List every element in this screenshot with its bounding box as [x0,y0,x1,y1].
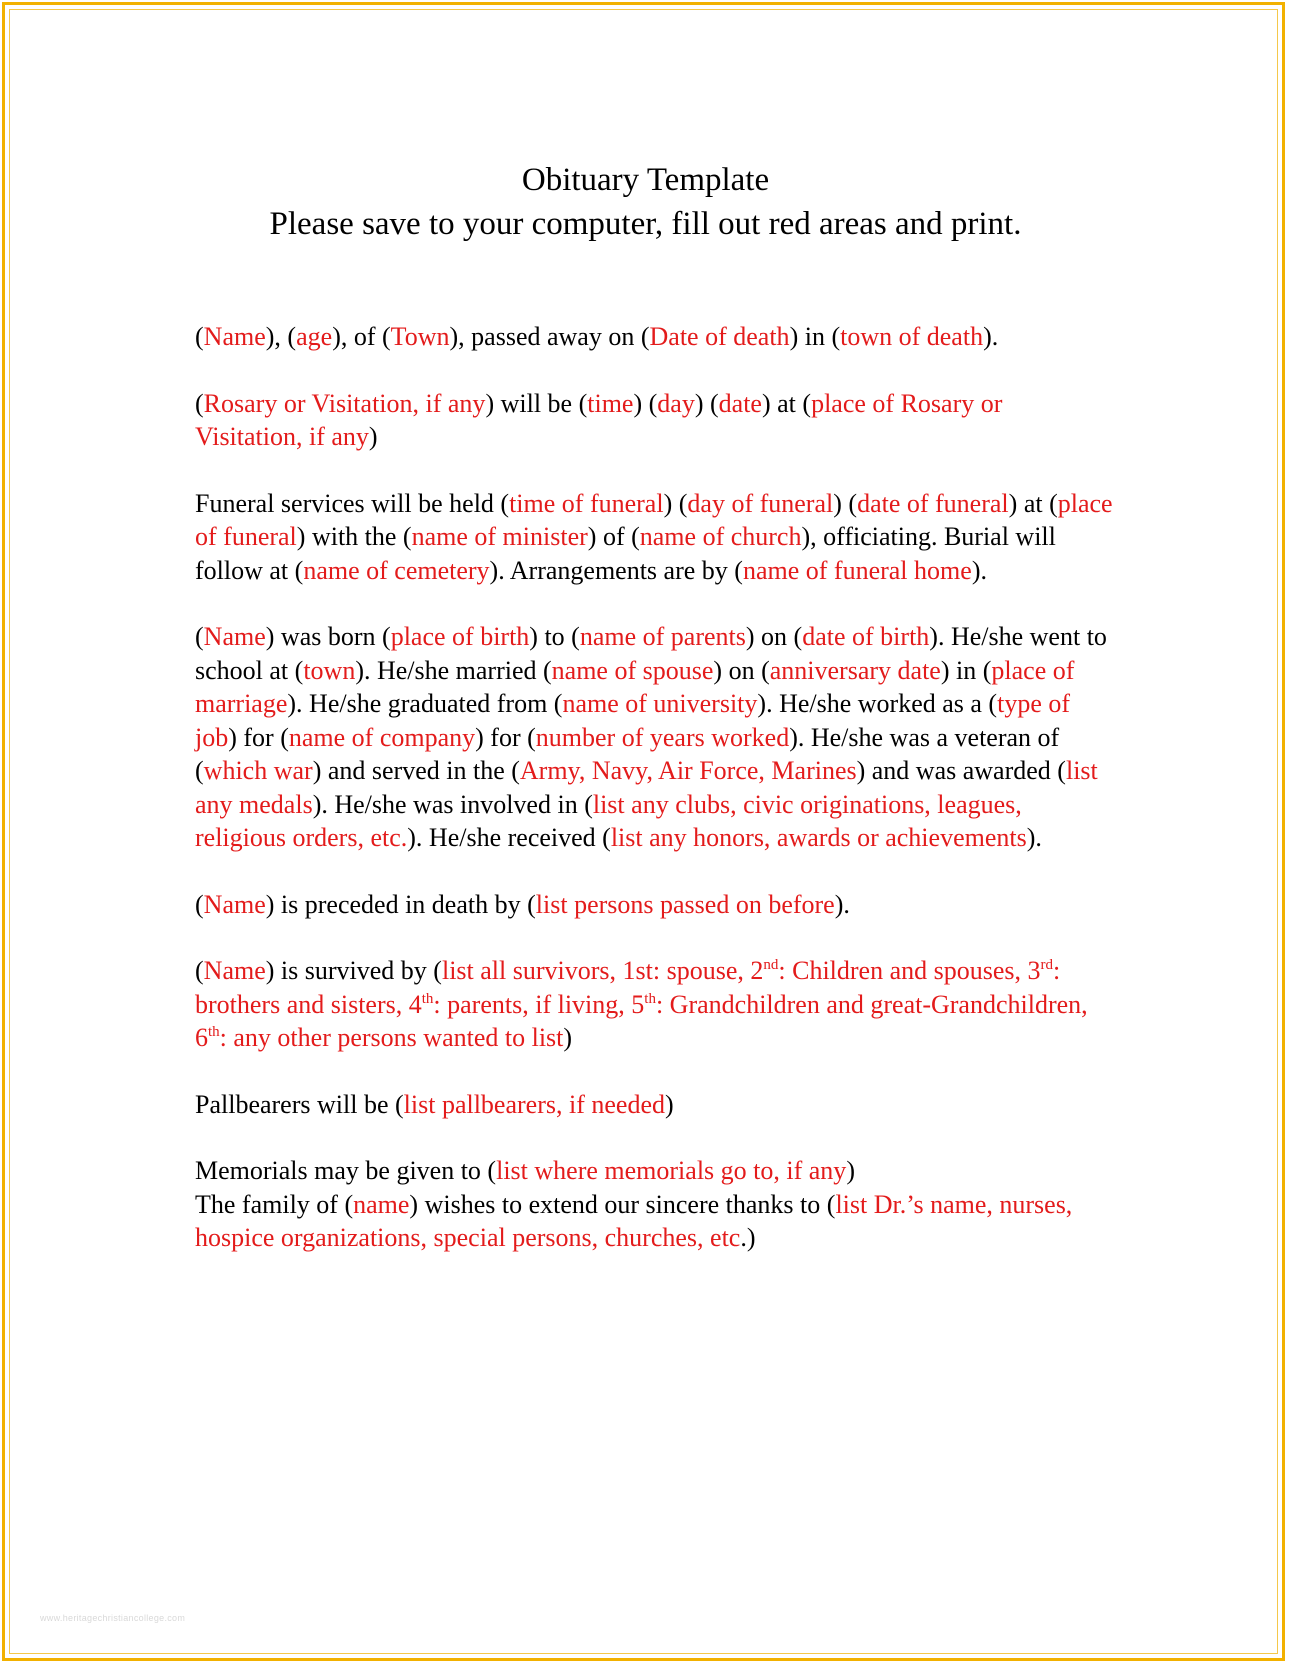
static-text: ) ( [663,488,688,518]
static-text: ( [195,622,204,651]
static-text: ) [665,1089,674,1119]
static-text: ) will be ( [485,388,588,418]
placeholder-field: day of funeral [687,488,834,518]
placeholder-field: list any medals [195,756,1098,819]
title-line-2: Please save to your computer, fill out red areas and print. [269,206,1022,242]
placeholder-field: : brothers and sisters, 4 [195,956,1061,1019]
placeholder-field: time [587,388,634,418]
static-text: ). Arrangements are by ( [489,555,743,585]
static-text: ) and was awarded ( [856,756,1066,785]
placeholder-field: age [296,322,333,351]
placeholder-field: th [644,990,656,1007]
document-title [0,158,1291,246]
placeholder-field: which war [203,756,313,785]
static-text: ). He/she went to school at ( [195,622,1107,685]
static-text: ) at ( [1008,488,1058,518]
static-text: ) is survived by ( [265,956,442,985]
placeholder-field: Army, Navy, Air Force, Marines [519,756,857,785]
static-text: ). He/she married ( [355,655,552,685]
static-text: ) was born ( [265,622,391,651]
static-text: ) for ( [475,722,536,752]
static-text: ) in ( [789,322,841,351]
paragraph-visitation [195,387,1115,454]
placeholder-field: place of marriage [195,655,1075,718]
placeholder-field: name of university [562,689,758,718]
static-text: Memorials may be given to ( [195,1156,497,1185]
placeholder-field: th [421,990,434,1007]
watermark-text: www.heritagechristiancollege.com [40,1613,186,1623]
placeholder-field: name of church [639,522,802,551]
placeholder-field: place of birth [390,622,530,651]
placeholder-field: list any honors, awards or achievements [610,823,1027,852]
paragraph-pallbearers [195,1088,1115,1122]
placeholder-field: name of parents [579,622,746,651]
obituary-body [195,320,1115,1288]
placeholder-field: list all survivors, 1st: spouse, 2 [441,956,764,985]
paragraph-death-notice [195,320,1115,354]
static-text: ) [563,1023,573,1052]
placeholder-field: name [353,1189,410,1219]
placeholder-field: rd [1040,957,1054,973]
static-text: ) to ( [529,622,580,651]
static-text: ) ( [833,488,858,518]
placeholder-field: anniversary date [769,655,941,685]
placeholder-field: date of birth [802,622,930,651]
placeholder-field: town of death [840,322,984,351]
static-text: ). [971,555,987,585]
placeholder-field: : any other persons wanted to list [219,1023,564,1052]
paragraph-biography [195,620,1115,855]
placeholder-field: place of funeral [195,488,1113,551]
static-text: ) at ( [761,388,812,418]
placeholder-field: Name [203,322,266,351]
placeholder-field: list where memorials go to, if any [496,1156,847,1185]
static-text: ). He/she worked as a ( [757,689,998,718]
static-text: ) and served in the ( [312,756,520,785]
static-text: ), officiating. Burial will follow at ( [195,522,1056,585]
placeholder-field: list persons passed on before [535,889,835,919]
placeholder-field: date [718,388,762,418]
static-text: Funeral services will be held ( [195,488,510,518]
static-text: ) on ( [713,655,770,685]
placeholder-field: name of minister [411,522,588,551]
static-text: ), of ( [332,322,391,351]
static-text: ( [195,889,204,919]
static-text: ) on ( [745,622,803,651]
paragraph-funeral-services [195,487,1115,588]
static-text: ) [368,422,378,451]
placeholder-field: th [208,1024,220,1040]
placeholder-field: : Grandchildren and great-Grandchildren, 6 [195,989,1088,1052]
paragraph-thanks [195,1188,1115,1255]
static-text: ). [1026,823,1042,852]
static-text: ( [195,388,204,418]
placeholder-field: name of spouse [551,655,714,685]
static-text: ) of ( [587,522,640,551]
placeholder-field: name of company [288,722,476,752]
placeholder-field: list Dr.’s name, nurses, hospice organizations, special persons, churches, etc [195,1189,1073,1252]
placeholder-field: date of funeral [857,488,1009,518]
placeholder-field: Name [203,622,266,651]
static-text: The family of ( [195,1189,354,1219]
static-text: ). [983,322,999,351]
static-text: ) for ( [228,722,289,752]
placeholder-field: place of Rosary or Visitation, if any [195,388,1003,451]
static-text: ). [834,889,850,919]
static-text: ( [195,956,204,985]
static-text: ) ( [633,388,658,418]
static-text: ( [195,322,204,351]
paragraph-preceded-in-death [195,888,1115,922]
static-text: ), ( [265,322,297,351]
static-text: ). He/she graduated from ( [287,689,563,718]
placeholder-field: list any clubs, civic originations, leagues, religious orders, etc. [195,789,1022,852]
placeholder-field: list pallbearers, if needed [403,1089,665,1119]
static-text: ) with the ( [296,522,412,551]
title-line-1: Obituary Template [521,162,770,198]
static-text: ) [846,1156,855,1185]
placeholder-field: number of years worked [535,722,790,752]
static-text: .) [740,1223,756,1252]
placeholder-field: time of funeral [509,488,664,518]
static-text: ). He/she was a veteran of ( [195,722,1060,785]
placeholder-field: Name [203,889,266,919]
placeholder-field: town [303,655,356,685]
placeholder-field: Date of death [649,322,790,351]
placeholder-field: : parents, if living, 5 [433,989,645,1019]
placeholder-field: Rosary or Visitation, if any [203,388,486,418]
paragraph-survivors [195,954,1115,1055]
static-text: ) is preceded in death by ( [265,889,536,919]
placeholder-field: day [657,388,695,418]
placeholder-field: name of funeral home [742,555,972,585]
placeholder-field: Town [390,322,450,351]
static-text: ) wishes to extend our sincere thanks to ( [409,1189,836,1219]
placeholder-field: type of job [195,689,1071,752]
static-text: ) in ( [940,655,992,685]
static-text: ). He/she received ( [407,823,611,852]
placeholder-field: Name [203,956,266,985]
static-text: ). He/she was involved in ( [312,789,593,819]
static-text: Pallbearers will be ( [195,1089,404,1119]
paragraph-memorials [195,1154,1115,1188]
static-text: ), passed away on ( [449,322,650,351]
placeholder-field: : Children and spouses, 3 [778,956,1041,985]
placeholder-field: name of cemetery [303,555,490,585]
static-text: ) ( [694,388,719,418]
placeholder-field: nd [763,957,779,973]
